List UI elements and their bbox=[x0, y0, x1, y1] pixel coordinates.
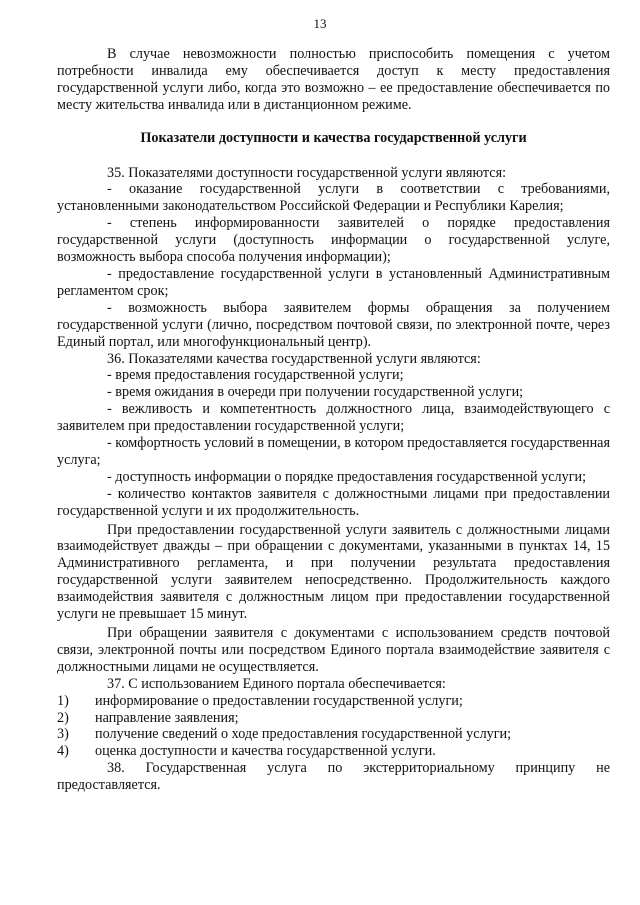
list-text: получение сведений о ходе предоставления государственной услуги; bbox=[95, 726, 512, 743]
list-number: 2) bbox=[57, 709, 69, 726]
clause-37-item bbox=[57, 726, 610, 743]
clause-35-item: - возможность выбора заявителем формы обращения за получением государственной услуги (лично, посредством почтовой связи, по электронной почте, через Единый портал, или многофункциональный центр). bbox=[57, 299, 610, 350]
clause-36-item: - вежливость и компетентность должностного лица, взаимодействующего с заявителем при предоставлении государственной услуги; bbox=[57, 401, 610, 435]
clause-37-item bbox=[57, 743, 610, 760]
section-heading: Показатели доступности и качества государственной услуги bbox=[140, 129, 527, 146]
list-text: направление заявления; bbox=[95, 709, 239, 726]
list-text: оценка доступности и качества государственной услуги. bbox=[95, 743, 436, 760]
list-number: 3) bbox=[57, 726, 69, 743]
document-body bbox=[57, 46, 610, 794]
clause-36-item: - время предоставления государственной услуги; bbox=[107, 367, 404, 384]
clause-35-item: - предоставление государственной услуги в установленный Административным регламентом срок; bbox=[57, 265, 610, 299]
clause-38: 38. Государственная услуга по экстерриториальному принципу не предоставляется. bbox=[57, 760, 610, 794]
page-number: 13 bbox=[313, 16, 327, 31]
clause-36-item: - комфортность условий в помещении, в котором предоставляется государственная услуга; bbox=[57, 435, 610, 468]
list-number: 1) bbox=[57, 692, 69, 709]
list-text: информирование о предоставлении государственной услуги; bbox=[95, 692, 463, 709]
clause-37: 37. С использованием Единого портала обеспечивается: bbox=[107, 675, 446, 692]
intro-paragraph: В случае невозможности полностью приспособить помещения с учетом потребности инвалида ему обеспечивается доступ к месту предоставления государственной услуги либо, когда это возможно – ее предоставление обеспечивается по месту жительства инвалида или в дистанционном режиме. bbox=[57, 46, 610, 113]
list-number: 4) bbox=[57, 743, 69, 760]
interaction-paragraph: При предоставлении государственной услуги заявитель с должностными лицами взаимодействует дважды – при обращении с документами, указанными в пунктах 14, 15 Административного регламента, и при получении результата предоставления государственной услуги заявителем непосредственно. Продолжительность каждого взаимодействия заявителя с должностным лицом при предоставлении государственной услуги не превышает 15 минут. bbox=[57, 521, 610, 623]
clause-36-item: - количество контактов заявителя с должностными лицами при предоставлении государственной услуги и их продолжительность. bbox=[57, 485, 610, 519]
postal-paragraph: При обращении заявителя с документами с использованием средств почтовой связи, электронной почты или посредством Единого портала взаимодействие заявителя с должностными лицами не осуществляется. bbox=[57, 625, 610, 675]
clause-35: 35. Показателями доступности государственной услуги являются: bbox=[107, 164, 507, 181]
clause-36: 36. Показателями качества государственной услуги являются: bbox=[107, 350, 481, 367]
clause-37-item bbox=[57, 710, 610, 727]
clause-36-item: - доступность информации о порядке предоставления государственной услуги; bbox=[107, 468, 587, 485]
clause-37-item bbox=[57, 693, 610, 710]
clause-36-item: - время ожидания в очереди при получении государственной услуги; bbox=[107, 384, 524, 401]
clause-35-item: - степень информированности заявителей о порядке предоставления государственной услуги (доступность информации о государственной услуге, возможность выбора способа получения информации); bbox=[57, 215, 610, 266]
clause-35-item: - оказание государственной услуги в соответствии с требованиями, установленными законодательством Российской Федерации и Республики Карелия; bbox=[57, 181, 610, 215]
